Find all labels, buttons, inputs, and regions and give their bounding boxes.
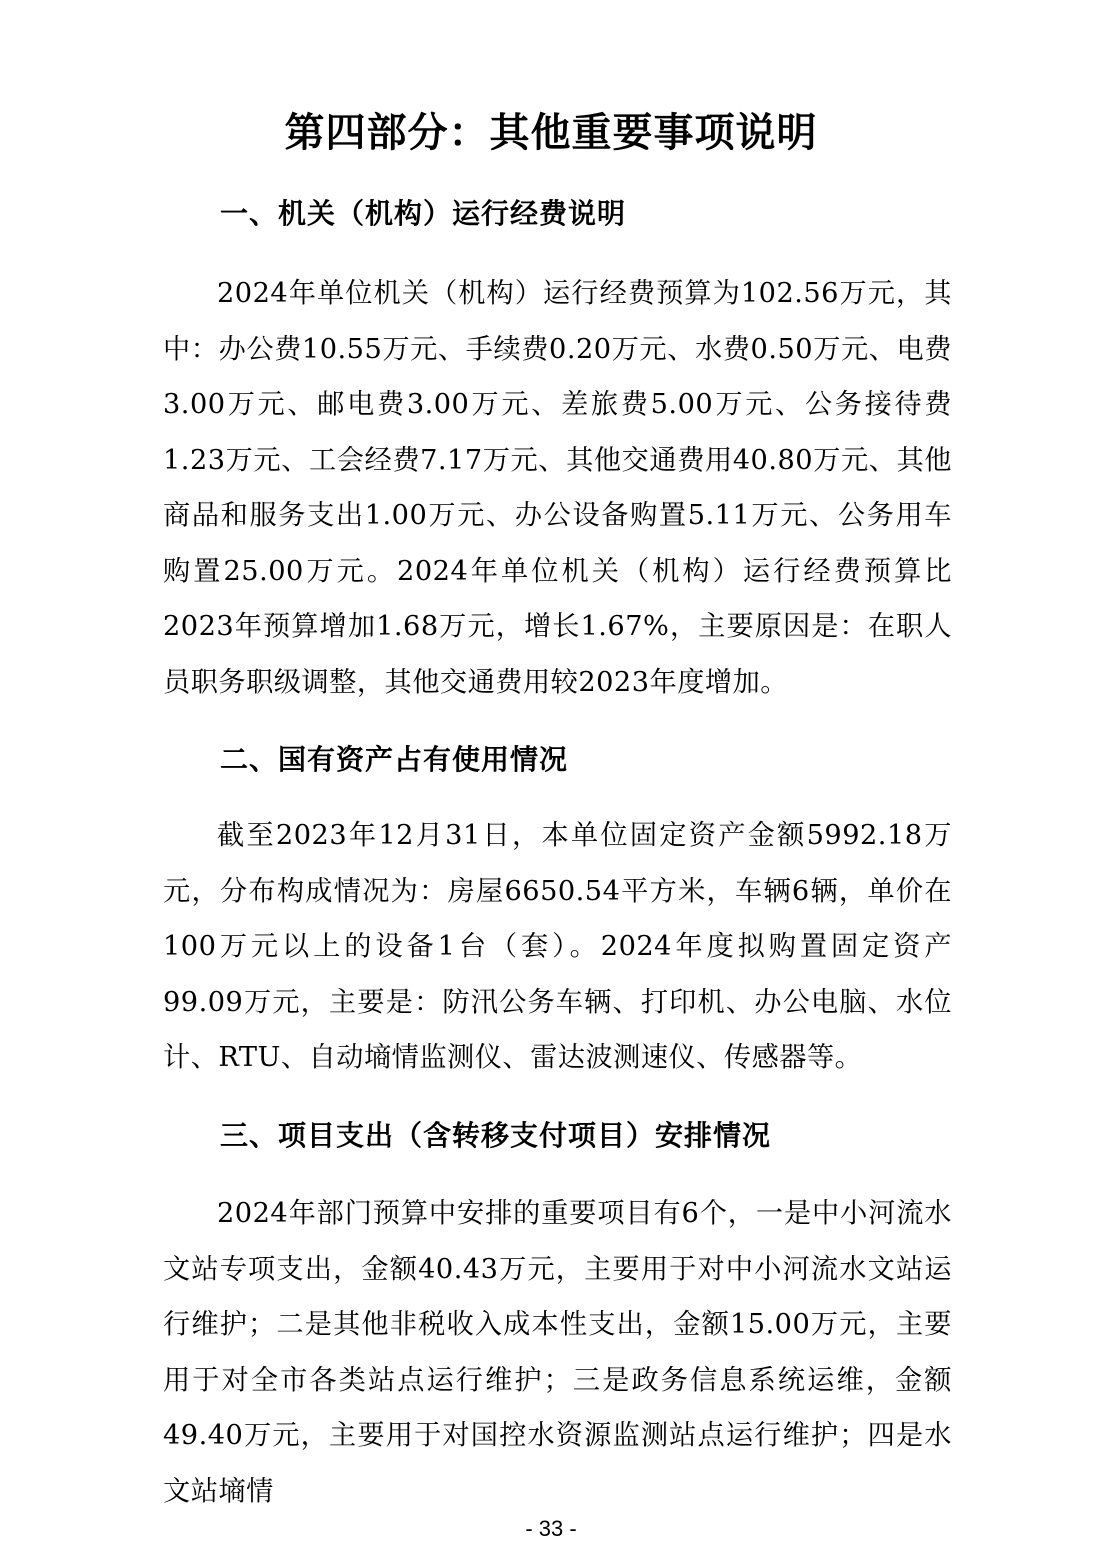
section-heading-2: 二、国有资产占有使用情况 [220, 743, 569, 776]
section-heading-1: 一、机关（机构）运行经费说明 [220, 197, 627, 230]
page-number: - 33 - [525, 1516, 577, 1541]
section-paragraph-2: 截至2023年12月31日，本单位固定资产金额5992.18万元，分布构成情况为：房屋6650.54平方米，车辆6辆，单价在100万元以上的设备1台（套）。2024年度拟购置固定资产99.09万元，主要是：防汛公务车辆、打印机、办公电脑、水位计、RTU、自动墒情监测仪、雷达波测速仪、传感器等。 [163, 820, 952, 1073]
page-title: 第四部分：其他重要事项说明 [284, 110, 818, 156]
section-heading-3: 三、项目支出（含转移支付项目）安排情况 [220, 1119, 772, 1152]
section-paragraph-3: 2024年部门预算中安排的重要项目有6个，一是中小河流水文站专项支出，金额40.43万元，主要用于对中小河流水文站运行维护；二是其他非税收入成本性支出，金额15.00万元，主要用于对全市各类站点运行维护；三是政务信息系统运维，金额49.40万元，主要用于对国控水资源监测站点运行维护；四是水文站墒情 [163, 1198, 952, 1507]
section-paragraph-1: 2024年单位机关（机构）运行经费预算为102.56万元，其中：办公费10.55万元、手续费0.20万元、水费0.50万元、电费3.00万元、邮电费3.00万元、差旅费5.00万元、公务接待费1.23万元、工会经费7.17万元、其他交通费用40.80万元、其他商品和服务支出1.00万元、办公设备购置5.11万元、公务用车购置25.00万元。2024年单位机关（机构）运行经费预算比2023年预算增加1.68万元，增长1.67%，主要原因是：在职人员职务职级调整，其他交通费用较2023年度增加。 [163, 278, 952, 698]
